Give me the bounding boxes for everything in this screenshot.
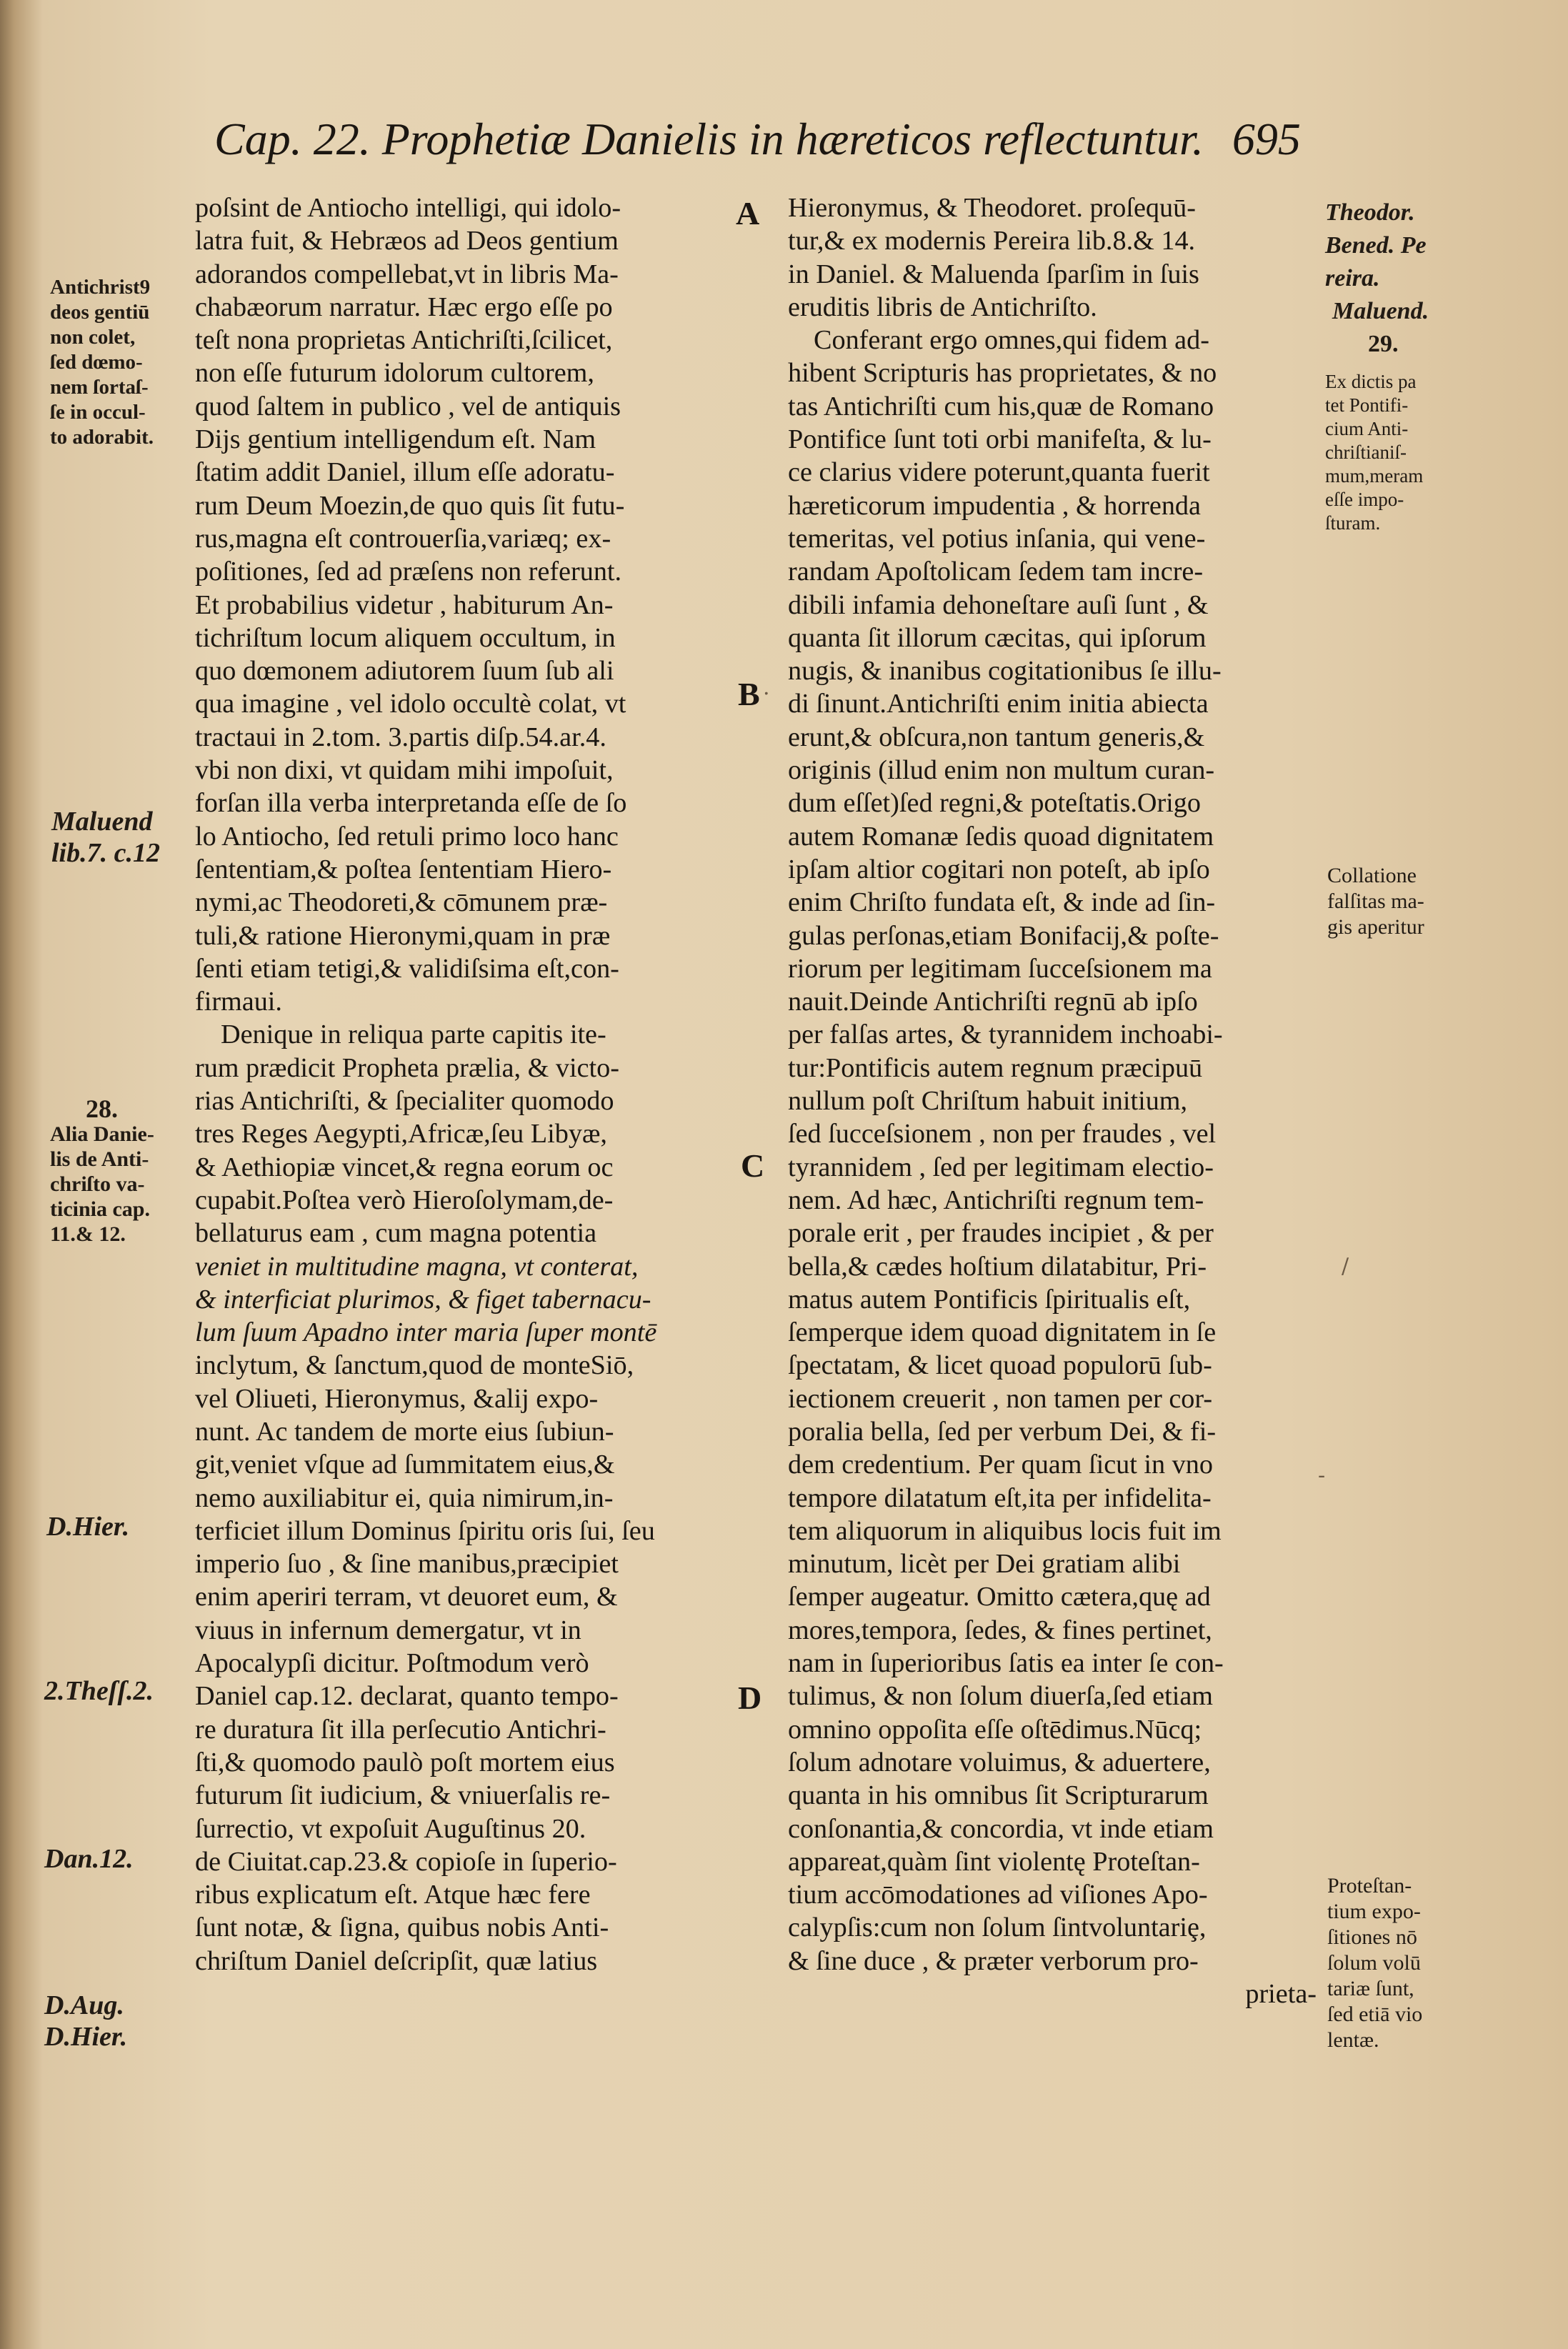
- left-note-maluend: Maluend lib.7. c.12: [51, 807, 160, 868]
- text-line: ipſam altior cogitari non poteſt, ab ipſo: [788, 854, 1210, 884]
- section-marker-d: D: [738, 1680, 762, 1716]
- text-line: Hieronymus, & Theodoret. proſequū-: [788, 193, 1196, 223]
- text-line: futurum ſit iudicium, & vniuerſalis re-: [195, 1780, 611, 1811]
- text-line: omnino oppoſita eſſe oſtēdimus.Nūcq;: [788, 1714, 1202, 1745]
- text-line: iectionem creuerit , non tamen per cor-: [788, 1383, 1213, 1414]
- section-marker-b: B: [738, 676, 760, 712]
- text-line: ſolum adnotare voluimus, & aduertere,: [788, 1747, 1211, 1777]
- text-line: Conferant ergo omnes,qui fidem ad-: [814, 325, 1209, 356]
- text-line: nauit.Deinde Antichriſti regnū ab ipſo: [788, 987, 1198, 1017]
- text-line: minutum, licèt per Dei gratiam alibi: [788, 1549, 1181, 1580]
- text-line: chabæorum narratur. Hæc ergo eſſe po: [195, 291, 613, 322]
- text-line: tem aliquorum in aliquibus locis fuit im: [788, 1515, 1222, 1546]
- left-note-28: 28. Alia Danie- lis de Anti- chriſto va- ticinia cap. 11.& 12.: [50, 1094, 154, 1246]
- text-line: re duratura ſit illa perſecutio Antichri-: [195, 1714, 606, 1745]
- header-title: Cap. 22. Prophetiæ Danielis in hæreticos reflectuntur.: [214, 114, 1204, 164]
- text-line: rias Antichriſti, & ſpecialiter quomodo: [195, 1086, 614, 1117]
- text-line: appareat,quàm ſint violentę Proteſtan-: [788, 1846, 1200, 1877]
- text-line: erunt,& obſcura,non tantum generis,&: [788, 722, 1205, 752]
- text-line: temeritas, vel potius inſania, qui vene-: [788, 523, 1206, 554]
- text-line: dibili infamia dehoneſtare auſi ſunt , &: [788, 589, 1209, 620]
- text-line: ſpectatam, & licet quoad populorū ſub-: [788, 1350, 1212, 1381]
- right-note-ex-dictis: Ex dictis pa tet Pontifi- cium Anti- chriſtianiſ- mum,meram eſſe impo- ſturam.: [1325, 371, 1424, 534]
- text-line: per falſas artes, & tyrannidem inchoabi-: [788, 1019, 1223, 1050]
- text-line: rum prædicit Propheta prælia, & victo-: [195, 1052, 619, 1083]
- text-line: dum eſſet)ſed regni,& poteſtatis.Origo: [788, 788, 1201, 819]
- stray-dash: -: [1318, 1463, 1326, 1488]
- left-note-antichrist: Antichrist9 deos gentiū non colet, ſed dœmo- nem ſortaſ- ſe in occul- to adorabit.: [50, 276, 154, 449]
- text-line: mores,tempora, ſedes, & fines pertinet,: [788, 1615, 1212, 1645]
- text-line: nugis, & inanibus cogitationibus ſe illu-: [788, 656, 1222, 687]
- text-line: calypſis:cum non ſolum ſintvoluntariȩ,: [788, 1912, 1207, 1943]
- text-line: git,veniet vſque ad ſummitatem eius,&: [195, 1450, 615, 1480]
- text-line: teſt nona proprietas Antichriſti,ſcilicet,: [195, 325, 613, 356]
- text-line: nam in ſuperioribus ſatis ea inter ſe con-: [788, 1648, 1224, 1679]
- text-line: rum Deum Moezin,de quo quis ſit futu-: [195, 490, 625, 521]
- text-line: ſed ſucceſsionem , non per fraudes , vel: [788, 1119, 1217, 1149]
- text-line: conſonantia,& concordia, vt inde etiam: [788, 1813, 1214, 1844]
- text-line: nunt. Ac tandem de morte eius ſubiun-: [195, 1416, 614, 1447]
- text-line: ce clarius videre poterunt,quanta fuerit: [788, 457, 1210, 488]
- text-line: viuus in infernum demergatur, vt in: [195, 1615, 581, 1645]
- text-line: tyrannidem , ſed per legitimam electio-: [788, 1152, 1214, 1182]
- text-line: nemo auxiliabitur ei, quia nimirum,in-: [195, 1482, 614, 1513]
- text-line: & interficiat plurimos, & figet tabernacu-: [195, 1284, 651, 1315]
- text-line: randam Apoſtolicam ſedem tam incre-: [788, 557, 1204, 587]
- text-line: Pontifice ſunt toti orbi manifeſta, & lu-: [788, 424, 1212, 455]
- text-line: ſenti etiam tetigi,& validiſsima eſt,con-: [195, 953, 619, 984]
- text-line: dem credentium. Per quam ſicut in vno: [788, 1450, 1213, 1480]
- text-line: tichriſtum locum aliquem occultum, in: [195, 622, 616, 653]
- right-note-protestantium: Proteſtan- tium expo- ſitiones nō ſolum volū tariæ ſunt, ſed etiā vio lentæ.: [1327, 1874, 1423, 2052]
- text-line: ribus explicatum eſt. Atque hæc fere: [195, 1880, 591, 1910]
- text-line: lum ſuum Apadno inter maria ſuper montē: [195, 1317, 657, 1348]
- stray-dot: .: [763, 675, 770, 700]
- text-line: ſtatim addit Daniel, illum eſſe adoratu-: [195, 457, 615, 488]
- text-line: eruditis libris de Antichriſto.: [788, 291, 1097, 322]
- text-line: vel Olіueti, Hieronymus, &alij expo-: [195, 1383, 599, 1414]
- text-line: veniet in multitudine magna, vt conterat,: [195, 1251, 639, 1282]
- text-line: matus autem Pontificis ſpiritualis eſt,: [788, 1284, 1191, 1315]
- text-line: & Aethiopiæ vincet,& regna eorum oc: [195, 1152, 614, 1182]
- text-line: in Daniel. & Maluenda ſparſim in ſuis: [788, 259, 1199, 289]
- stray-slash: /: [1342, 1254, 1349, 1279]
- text-line: tur,& ex modernis Pereira lib.8.& 14.: [788, 226, 1196, 256]
- text-line: di ſinunt.Antichriſti enim initia abiecta: [788, 689, 1209, 719]
- text-line: tractaui in 2.tom. 3.partis diſp.54.ar.4.: [195, 722, 606, 752]
- text-line: qua imagine , vel idolo occultè colat, vt: [195, 689, 626, 719]
- text-line: tur:Pontificis autem regnum præcipuū: [788, 1052, 1203, 1083]
- text-line: nullum poſt Chriſtum habuit initium,: [788, 1086, 1188, 1117]
- text-line: adorandos compellebat,vt in libris Ma-: [195, 259, 619, 289]
- text-line: nem. Ad hæc, Antichriſti regnum tem-: [788, 1185, 1204, 1215]
- text-line: non eſſe futurum idolorum cultorem,: [195, 358, 594, 389]
- text-line: rus,magna eſt controuerſia,variæq; ex-: [195, 523, 611, 554]
- running-header: [214, 107, 1343, 171]
- text-line: ſemperque idem quoad dignitatem in ſe: [788, 1317, 1217, 1348]
- text-line: hibent Scripturis has proprietates, & no: [788, 358, 1217, 389]
- left-note-aug-hier: D.Aug. D.Hier.: [44, 1990, 128, 2052]
- text-line: quanta ſit illorum cæcitas, qui ipſorum: [788, 622, 1207, 653]
- text-line: gulas perſonas,etiam Bonifacij,& poſte-: [788, 920, 1219, 951]
- text-line: quanta in his omnibus ſit Scripturarum: [788, 1780, 1209, 1811]
- text-line: firmaui.: [195, 987, 282, 1017]
- left-note-dan: Dan.12.: [44, 1844, 134, 1874]
- right-text-column: [788, 191, 1317, 2010]
- catchword: prieta-: [1245, 1979, 1317, 2010]
- text-line: quod ſaltem in publico , vel de antiquis: [195, 391, 621, 422]
- text-line: ſunt notæ, & ſigna, quibus nobis Anti-: [195, 1912, 609, 1943]
- text-line: bellaturus eam , cum magna potentia: [195, 1218, 597, 1249]
- text-line: Denique in reliqua parte capitis ite-: [221, 1019, 606, 1050]
- text-line: cupabit.Poſtea verò Hieroſolymam,de-: [195, 1185, 614, 1215]
- left-note-thess: 2.Theſſ.2.: [44, 1676, 154, 1706]
- text-line: poralia bella, ſed per verbum Dei, & fi-: [788, 1416, 1217, 1447]
- text-line: vbi non dixi, vt quidam mihi impoſuit,: [195, 755, 614, 786]
- page-number: 695: [1232, 114, 1301, 164]
- text-line: Apocalypſi dicitur. Poſtmodum verò: [195, 1648, 589, 1679]
- text-line: porale erit , per fraudes incipiet , & per: [788, 1218, 1214, 1249]
- text-line: tulimus, & non ſolum diuerſa,ſed etiam: [788, 1681, 1214, 1712]
- left-note-dhier: D.Hier.: [46, 1512, 130, 1542]
- text-line: nymi,ac Theodoreti,& cōmunem præ-: [195, 887, 608, 918]
- text-line: riorum per legitimam ſucceſsionem ma: [788, 953, 1212, 984]
- text-line: inclytum, & ſanctum,quod de monteSiō,: [195, 1350, 634, 1381]
- text-line: latra fuit, & Hebræos ad Deos gentium: [195, 226, 619, 256]
- text-line: bella,& cædes hoſtium dilatabitur, Pri-: [788, 1251, 1207, 1282]
- text-line: tuli,& ratione Hieronymi,quam in præ: [195, 920, 611, 951]
- text-line: terficiet illum Dominus ſpiritu oris ſui, ſeu: [195, 1515, 655, 1546]
- text-line: lo Antiocho, ſed retuli primo loco hanc: [195, 821, 619, 852]
- text-line: hæreticorum impudentia , & horrenda: [788, 490, 1201, 521]
- text-line: enim Chriſto fundata eſt, & inde ad ſin-: [788, 887, 1216, 918]
- left-text-column: [195, 191, 724, 1978]
- text-line: Dijs gentium intelligendum eſt. Nam: [195, 424, 596, 455]
- text-line: ſententiam,& poſtea ſententiam Hiero-: [195, 854, 612, 884]
- text-line: ſurrectio, vt expoſuit Auguſtinus 20.: [195, 1813, 586, 1844]
- text-line: tempore dilatatum eſt,ita per infidelita-: [788, 1482, 1212, 1513]
- text-line: tas Antichriſti cum his,quæ de Romano: [788, 391, 1214, 422]
- text-line: Daniel cap.12. declarat, quanto tempo-: [195, 1681, 619, 1712]
- text-line: ſemper augeatur. Omitto cætera,quę ad: [788, 1582, 1211, 1612]
- text-line: forſan illa verba interpretanda eſſe de ſo: [195, 788, 627, 819]
- text-line: de Ciuitat.cap.23.& copioſe in ſuperio-: [195, 1846, 617, 1877]
- text-line: imperio ſuo , & ſine manibus,præcipiet: [195, 1549, 619, 1580]
- text-line: Et probabilius videtur , habiturum An-: [195, 589, 614, 620]
- text-line: tium accōmodationes ad viſiones Apo-: [788, 1880, 1208, 1910]
- text-line: ſti,& quomodo paulò poſt mortem eius: [195, 1747, 615, 1777]
- text-line: quo dœmonem adiutorem ſuum ſub ali: [195, 656, 614, 687]
- right-note-collatione: Collatione falſitas ma- gis aperitur: [1327, 864, 1424, 939]
- text-line: tres Reges Aegypti,Africæ,ſeu Libyæ,: [195, 1119, 607, 1149]
- text-line: autem Romanæ ſedis quoad dignitatem: [788, 821, 1214, 852]
- text-line: poſitiones, ſed ad præſens non referunt.: [195, 557, 622, 587]
- text-line: enim aperiri terram, vt deuoret eum, &: [195, 1582, 618, 1612]
- text-line: originis (illud enim non multum curan-: [788, 755, 1215, 786]
- text-line: & ſine duce , & præter verborum pro-: [788, 1945, 1199, 1976]
- section-marker-c: C: [741, 1147, 765, 1184]
- section-marker-a: A: [736, 195, 760, 231]
- right-note-theodor: Theodor. Bened. Pe reira. Maluend. 29.: [1325, 199, 1429, 357]
- text-line: chriſtum Daniel deſcripſit, quæ latius: [195, 1945, 598, 1976]
- text-line: poſsint de Antiocho intelligi, qui idolo-: [195, 193, 621, 223]
